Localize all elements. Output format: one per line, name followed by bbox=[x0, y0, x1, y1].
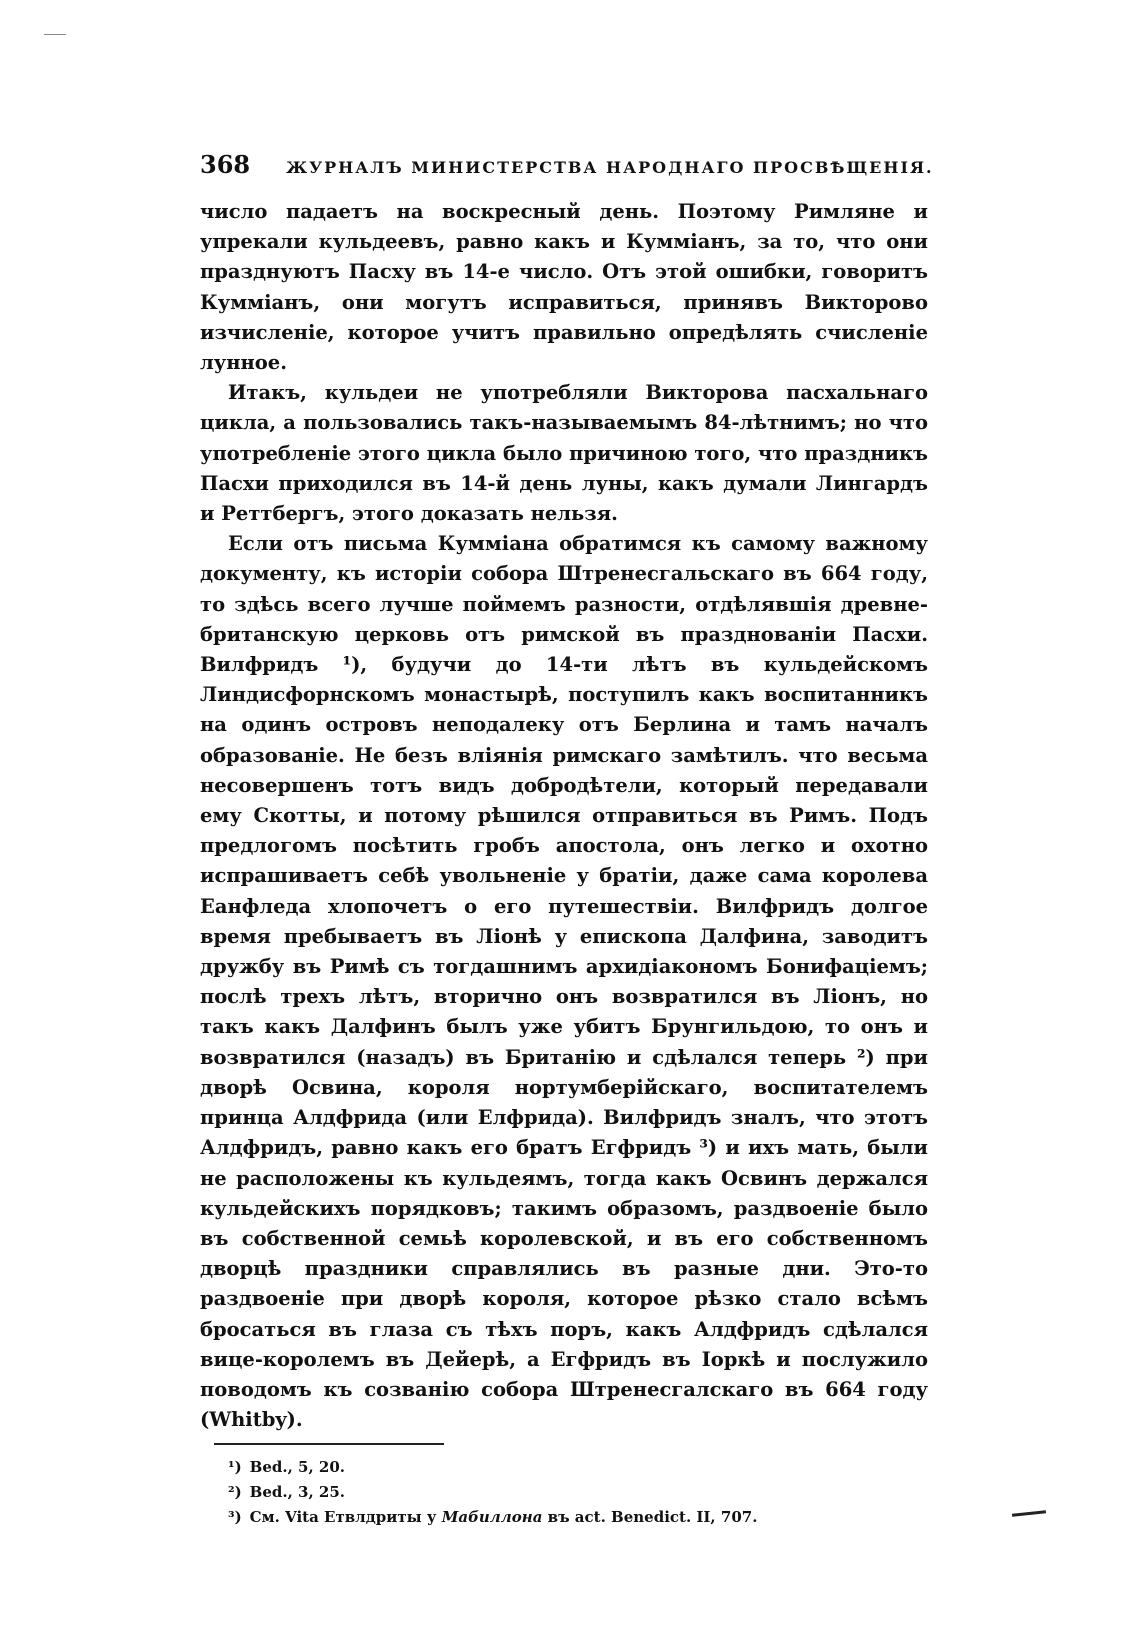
page-header bbox=[200, 150, 934, 179]
footnote-mark: ³) bbox=[228, 1508, 242, 1527]
footnotes bbox=[228, 1455, 928, 1530]
scan-artifact-line bbox=[44, 34, 66, 35]
footnote-1 bbox=[228, 1455, 928, 1480]
page-number: 368 bbox=[200, 150, 251, 179]
body-text bbox=[200, 197, 928, 1435]
footnote-text-post: въ act. Benedict. II, 707. bbox=[542, 1508, 758, 1527]
footnote-mark: ²) bbox=[228, 1483, 242, 1502]
running-title: ЖУРНАЛЪ МИНИСТЕРСТВА НАРОДНАГО ПРОСВѢЩЕНІЯ. bbox=[286, 158, 934, 177]
footnote-text: Bed., 5, 20. bbox=[249, 1458, 346, 1477]
footnote-text-pre: См. Vita Етвлдриты у bbox=[249, 1508, 442, 1527]
paragraph-2: Итакъ, кульдеи не употребляли Викторова пасхальнаго цикла, а пользовались такъ-называемымъ 84-лѣтнимъ; но что употребленiе этого цикла было причиною того, что праздникъ Пасхи приходился въ 14-й день луны, какъ думали Лингардъ и Реттбергъ, этого доказать нельзя. bbox=[200, 381, 928, 526]
footnote-text bbox=[250, 1505, 758, 1530]
footnote-mark: ¹) bbox=[228, 1458, 242, 1477]
footnote-text: Bed., 3, 25. bbox=[249, 1483, 346, 1502]
footnote-2 bbox=[228, 1480, 928, 1505]
paragraph-1: число падаетъ на воскресный день. Поэтому Римляне и упрекали кульдеевъ, равно какъ и Куммiанъ, за то, что они празднуютъ Пасху въ 14-е число. Отъ этой ошибки, говоритъ Куммiанъ, они могутъ исправиться, принявъ Викторово изчисленiе, которое учитъ правильно опредѣлять счисленiе лунное. bbox=[200, 200, 928, 375]
scan-artifact-mark bbox=[1012, 1510, 1046, 1517]
footnote-text-italic: Мабиллона bbox=[441, 1508, 543, 1527]
footnote-3 bbox=[228, 1505, 928, 1530]
document-page bbox=[200, 150, 934, 1530]
footnote-divider bbox=[214, 1443, 444, 1445]
paragraph-3: Если отъ письма Куммiана обратимся къ самому важному документу, къ исторiи собора Штренесгальскаго въ 664 году, то здѣсь всего лучше поймемъ разности, отдѣлявшiя древне-британскую церковь отъ римской въ празднованiи Пасхи. Вилфридъ ¹), будучи до 14-ти лѣтъ въ кульдейскомъ Линдисфорнскомъ монастырѣ, поступилъ какъ воспитанникъ на одинъ островъ неподалеку отъ Берлина и тамъ началъ образованiе. Не безъ влiянiя римскаго замѣтилъ. что весьма несовершенъ тотъ видъ добродѣтели, который передавали ему Скотты, и потому рѣшился отправиться въ Римъ. Подъ предлогомъ посѣтить гробъ апостола, онъ легко и охотно испрашиваетъ себѣ увольненiе у братiи, даже сама королева Еанфледа хлопочетъ о его путешествiи. Вилфридъ долгое время пребываетъ въ Лiонѣ у епископа Далфина, заводитъ дружбу въ Римѣ съ тогдашнимъ архидiакономъ Бонифацiемъ; послѣ трехъ лѣтъ, вторично онъ возвратился въ Лiонъ, но такъ какъ Далфинъ былъ уже убитъ Брунгильдою, то онъ и возвратился (назадъ) въ Британiю и сдѣлался теперь ²) при дворѣ Освина, короля нортумберiйскаго, воспитателемъ принца Алдфрида (или Елфрида). Вилфридъ зналъ, что этотъ Алдфридъ, равно какъ его братъ Егфридъ ³) и ихъ мать, были не расположены къ кульдеямъ, тогда какъ Освинъ держался кульдейскихъ порядковъ; такимъ образомъ, раздвоенiе было въ собственной семьѣ королевской, и въ его собственномъ дворцѣ праздники справлялись въ разные дни. Это-то раздвоенiе при дворѣ короля, которое рѣзко стало всѣмъ бросаться въ глаза съ тѣхъ поръ, какъ Алдфридъ сдѣлался вице-королемъ въ Дейерѣ, а Егфридъ въ Iоркѣ и послужило поводомъ къ созванiю собора Штренесгалскаго въ 664 году (Whitby). bbox=[200, 532, 928, 1432]
